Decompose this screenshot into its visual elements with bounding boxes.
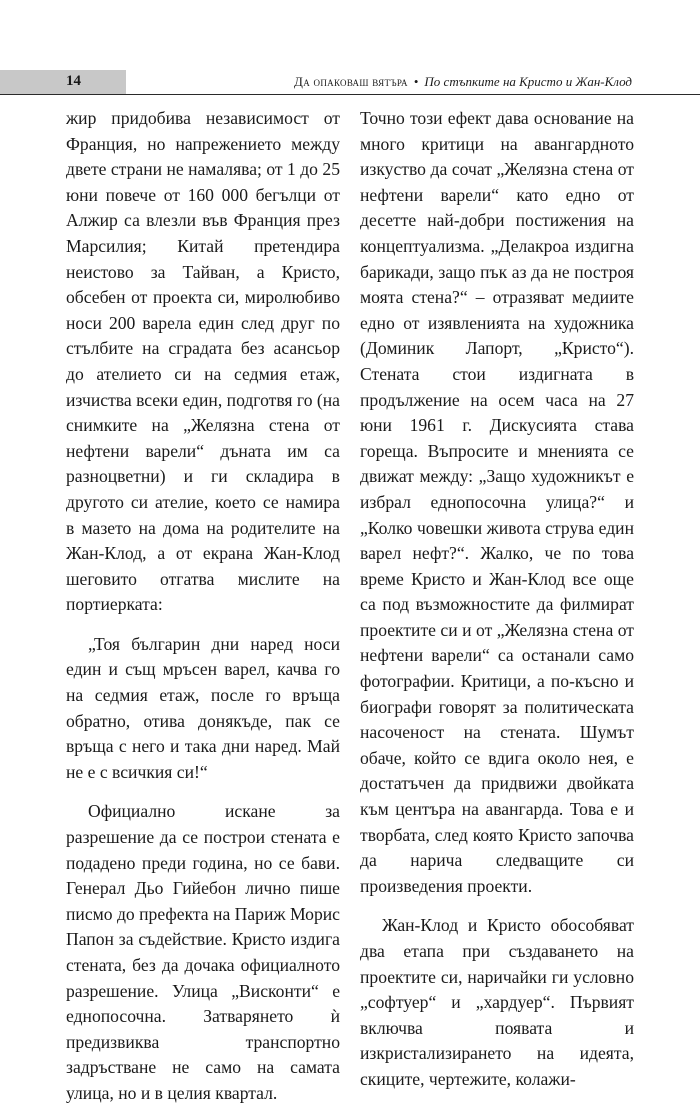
page-number-box [0,70,126,94]
page-number: 14 [66,73,81,89]
paragraph-quote: „Тоя българин дни наред носи един и същ мръсен варел, качва го на седмия етаж, после го връща обратно, отива донякъде, пак се връща с него и така дни наред. Май не е с всичкия си!“ [66,633,340,782]
paragraph: жир придобива независимост от Франция, но напрежението между двете страни не намалява; от 1 до 25 юни повече от 160 000 бегълци от Алжир са влезли във Франция през Марсилия; Китай претендира неистово за Тайван, а Кристо, обсебен от проекта си, миролюбиво носи 200 варела един след друг по стълбите на сградата без асансьор до ателиeто си на седмия етаж, изчиства всеки един, подготвя го (на снимките на „Желязна стена от нефтени варели“ дъната им са разноцветни) и ги складира в другото си ателие, което се намира в мазето на дома на родителите на Жан-Клод, а от екрана Жан-Клод шеговито отгатва мислите на портиерката: [66,108,340,615]
chapter-title: По стъпките на Кристо и Жан-Клод [424,74,632,89]
running-head-text [294,74,632,90]
running-header [0,70,700,95]
header-separator: • [413,74,419,89]
paragraph: Жан-Клод и Кристо обособяват два етапа при създаването на проектите си, наричайки ги условно „софтуер“ и „хардуер“. Първият включва появата и изкристализирането на идеята, скиците, чертежите, колажи- [360,915,634,1089]
right-column [360,106,634,1093]
paragraph: Официално искане за разрешение да се построи стената е подадено преди година, но се бави. Генерал Дьо Гийебон лично пише писмо до префекта на Париж Морис Папон за съдействие. Кристо издига стената, без да дочака официалното разрешение. Улица „Висконти“ е еднопосочна. Затварянето ѝ предизвиква транспортно задръстване не само на самата улица, но и в целия квартал. [66,801,340,1103]
book-title: Да опаковаш вятъра [294,74,408,89]
left-column [66,106,340,1107]
paragraph: Точно този ефект дава основание на много критици на авангардното изкуство да сочат „Желязна стена от нефтени варели“ като едно от десетте най-добри постижения на концептуализма. „Делакроа издигна барикади, защо пък аз да не построя моята стена?“ – отразяват медиите едно от изявленията на художника (Доминик Лапорт, „Кристо“). Стената стои издигната в продължение на осем часа на 27 юни 1961 г. Дискусията става гореща. Въпросите и мненията се движат между: „Защо художникът е избрал еднопосочна улица?“ и „Колко човешки живота струва един варел нефт?“. Жалко, че по това време Кристо и Жан-Клод все още са под възможностите да филмират проектите си и от „Желязна стена от нефтени варели“ са останали само фотографии. Критици, а по-късно и биографи говорят за политическата насоченост на стената. Шумът обаче, който се вдига около нея, е достатъчен да придвижи двойката към центъра на авангарда. Това е и творбата, след която Кристо започва да нарича следващите си произведения проекти. [360,108,634,896]
